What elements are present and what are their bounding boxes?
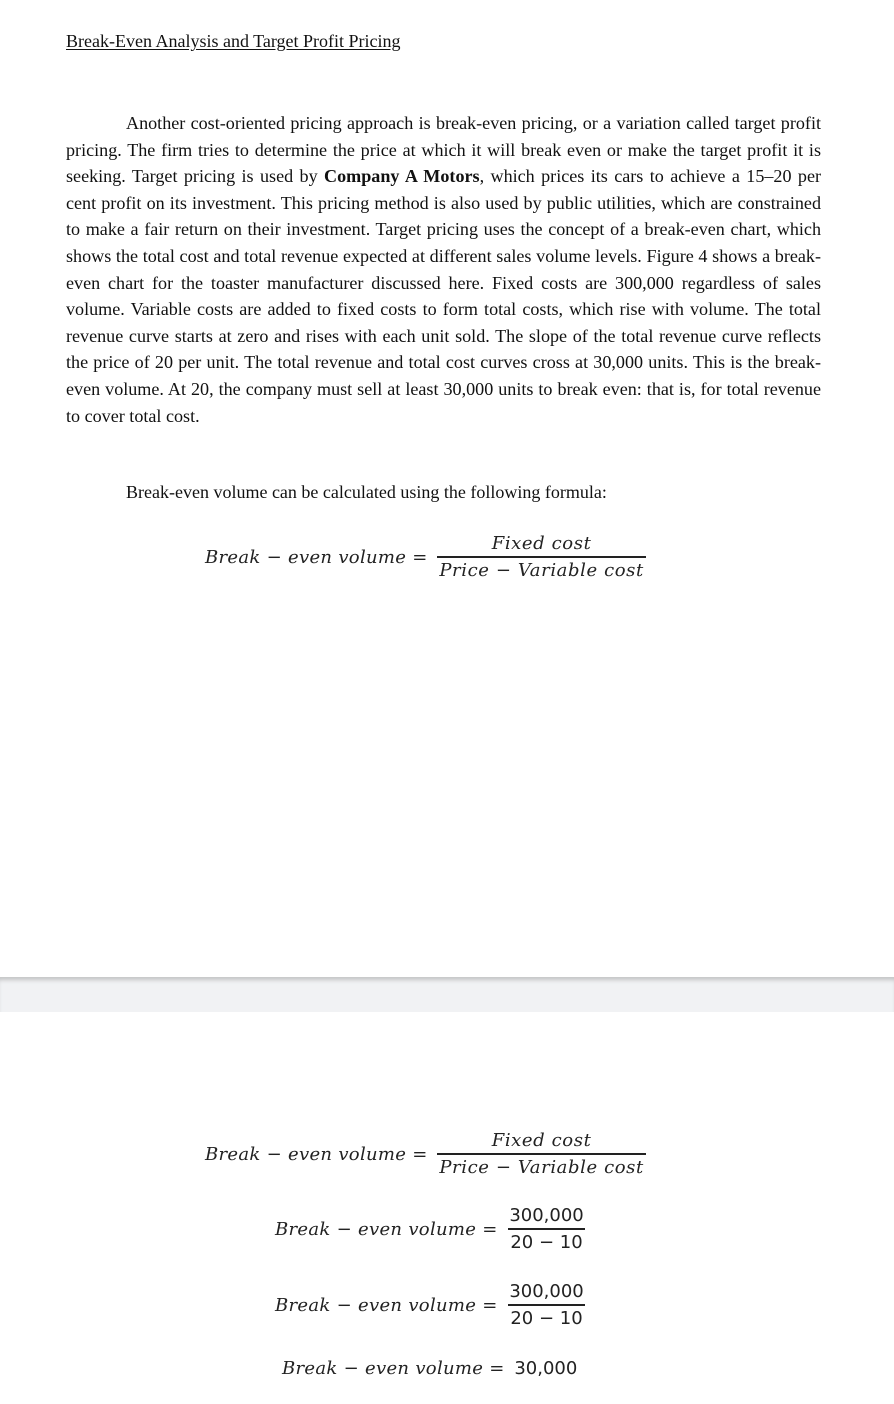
numerator: Fixed cost (491, 533, 592, 554)
page-separator (0, 977, 894, 1014)
equals-sign: = (482, 1218, 498, 1240)
formula-lhs: Break − even volume (282, 1358, 484, 1379)
formula-substituted-2 (275, 1281, 586, 1329)
formula-lhs: Break − even volume (275, 1294, 477, 1316)
numerator: 300,000 (509, 1205, 584, 1226)
formula-intro: Break-even volume can be calculated using the following formula: (126, 482, 607, 502)
fraction (507, 1205, 585, 1253)
equals-sign: = (412, 1143, 428, 1165)
body-paragraph (66, 110, 821, 429)
denominator: 20 − 10 (508, 1228, 584, 1253)
formula-substituted-1 (275, 1205, 586, 1253)
formula-general (205, 1130, 646, 1178)
denominator: Price − Variable cost (437, 556, 646, 581)
result-value: 30,000 (514, 1358, 578, 1379)
denominator: Price − Variable cost (437, 1153, 646, 1178)
formula-lhs: Break − even volume (275, 1218, 477, 1240)
equals-sign: = (489, 1358, 505, 1379)
section-title: Break-Even Analysis and Target Profit Pricing (66, 31, 401, 51)
equals-sign: = (482, 1294, 498, 1316)
numerator: Fixed cost (491, 1130, 592, 1151)
denominator: 20 − 10 (508, 1304, 584, 1329)
formula-break-even (205, 533, 646, 581)
company-name: Company A Motors (324, 166, 480, 187)
fraction (507, 1281, 585, 1329)
paragraph-text-2: , which prices its cars to achieve a 15–20 per cent profit on its investment. This pricing method is also used by public utilities, which are constrained to make a fair return on their investment. Target pricing uses the concept of a break-even chart, which shows the total cost and total revenue expected at different sales volume levels. Figure 4 shows a break-even chart for the toaster manufacturer discussed here. Fixed costs are 300,000 regardless of sales volume. Variable costs are added to fixed costs to form total costs, which rise with volume. The total revenue curve starts at zero and rises with each unit sold. The slope of the total revenue curve reflects the price of 20 per unit. The total revenue and total cost curves cross at 30,000 units. This is the break-even volume. At 20, the company must sell at least 30,000 units to break even: that is, for total revenue to cover total cost. (66, 166, 822, 426)
formula-lhs: Break − even volume (205, 1143, 407, 1165)
formula-result (282, 1358, 577, 1379)
fraction (437, 1130, 646, 1178)
fraction (437, 533, 646, 581)
formula-lhs: Break − even volume (205, 546, 407, 568)
paragraph-text-1: Another cost-oriented pricing approach is break-even pricing, or a variation called target profit pricing. The firm tries to determine the price at which it will break even or make the target profit it is seeking. Target pricing is used by (66, 113, 821, 187)
document-page-2 (0, 1012, 894, 1404)
equals-sign: = (412, 546, 428, 568)
numerator: 300,000 (509, 1281, 584, 1302)
